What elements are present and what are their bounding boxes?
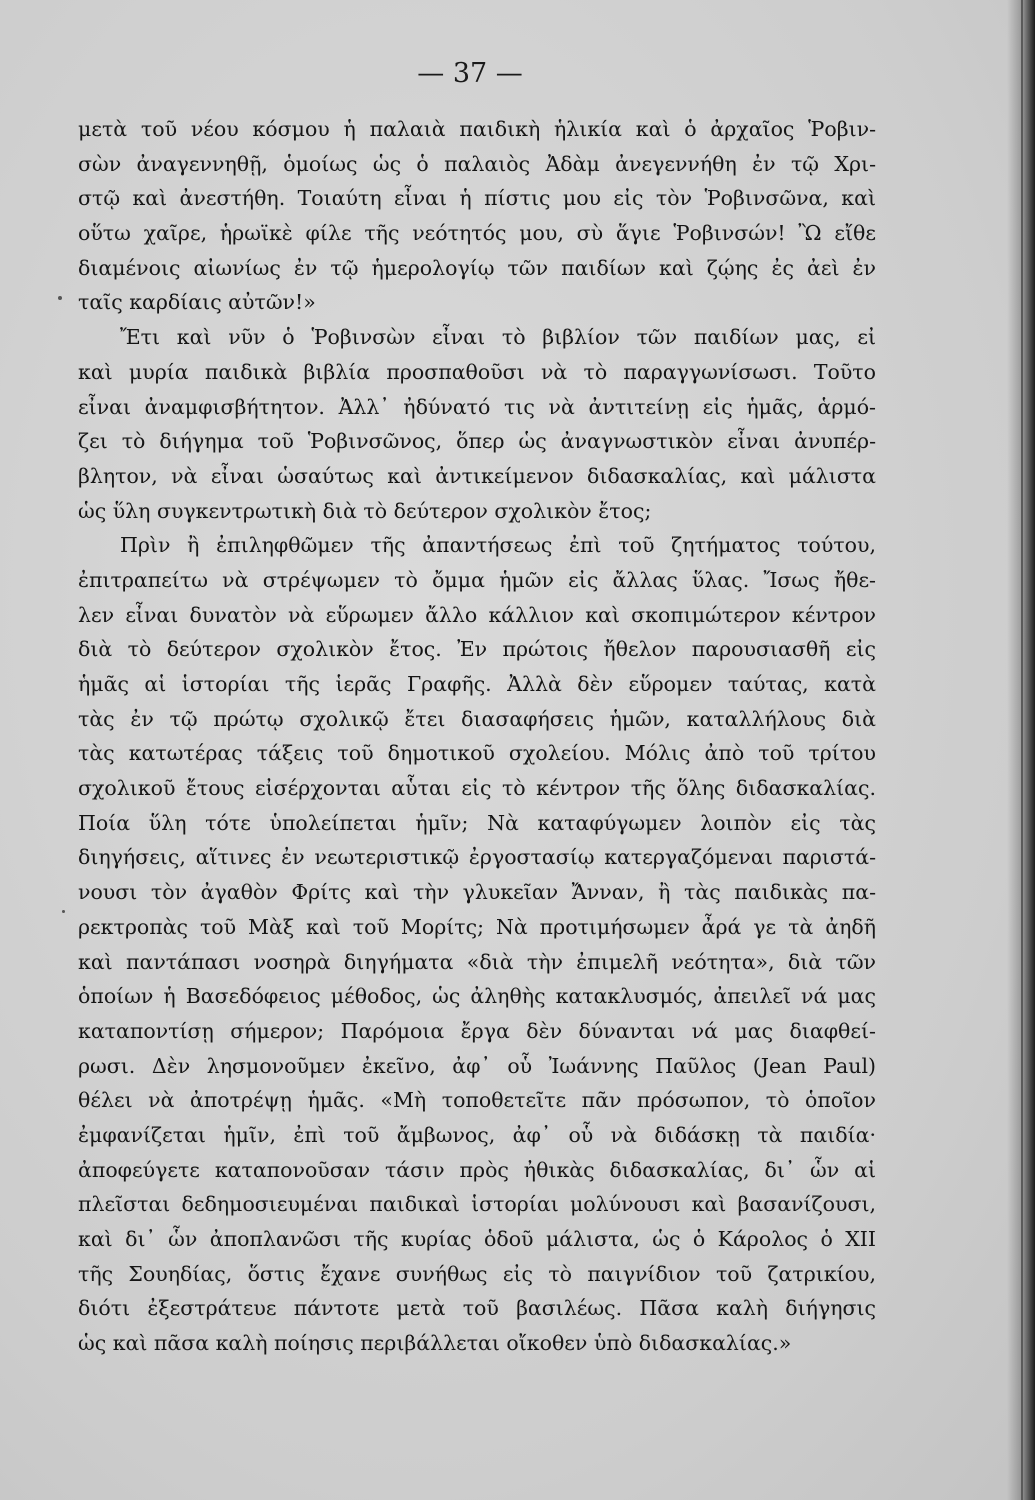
text-line	[78, 667, 876, 702]
text-line	[78, 806, 876, 841]
text-line	[78, 1222, 876, 1257]
text-line-content: καὶ παντάπασι νοσηρὰ διηγήματα «διὰ τὴν ἐπιμελῆ νεότητα», διὰ τῶν	[78, 949, 876, 974]
text-line	[78, 251, 876, 286]
text-line-content: τῆς Σουηδίας, ὅστις ἔχανε συνήθως εἰς τὸ παιγνίδιον τοῦ ζατρικίου,	[78, 1261, 876, 1286]
text-line	[78, 771, 876, 806]
text-line	[78, 285, 876, 320]
text-line	[78, 181, 876, 216]
text-line-content: διὰ τὸ δεύτερον σχολικὸν ἔτος. Ἐν πρώτοις ἤθελον παρουσιασθῆ εἰς	[78, 637, 876, 662]
text-line	[78, 216, 876, 251]
text-line-content: Ποία ὕλη τότε ὑπολείπεται ἡμῖν; Νὰ καταφύγωμεν λοιπὸν εἰς τὰς	[78, 810, 876, 835]
text-line	[78, 1153, 876, 1188]
text-line	[78, 1049, 876, 1084]
text-line	[78, 702, 876, 737]
text-line	[78, 840, 876, 875]
text-line-content: στῷ καὶ ἀνεστήθη. Τοιαύτη εἶναι ἡ πίστις μου εἰς τὸν Ῥοβινσῶνα, καὶ	[78, 186, 876, 211]
text-line	[78, 632, 876, 667]
text-line-content: λεν εἶναι δυνατὸν νὰ εὕρωμεν ἄλλο κάλλιον καὶ σκοπιμώτερον κέντρον	[78, 602, 876, 627]
body-text	[78, 112, 876, 1361]
paper-speck	[58, 296, 62, 300]
text-line	[78, 355, 876, 390]
text-line	[78, 979, 876, 1014]
text-line-content: σχολικοῦ ἔτους εἰσέρχονται αὗται εἰς τὸ κέντρον τῆς ὅλης διδασκαλίας.	[78, 776, 876, 801]
text-line-content: εἶναι ἀναμφισβήτητον. Ἀλλ᾽ ἠδύνατό τις νὰ ἀντιτείνῃ εἰς ἡμᾶς, ἁρμό-	[78, 394, 876, 419]
text-line-content: καὶ δι᾽ ὧν ἀποπλανῶσι τῆς κυρίας ὁδοῦ μάλιστα, ὡς ὁ Κάρολος ὁ XII	[78, 1227, 876, 1251]
text-line	[78, 910, 876, 945]
text-line	[78, 1118, 876, 1153]
text-line	[78, 112, 876, 147]
text-line-content: καὶ μυρία παιδικὰ βιβλία προσπαθοῦσι νὰ τὸ παραγγωνίσωσι. Τοῦτο	[78, 359, 876, 384]
text-line	[78, 1326, 876, 1361]
text-line	[78, 598, 876, 633]
text-line	[78, 1014, 876, 1049]
text-line-content: διαμένοις αἰωνίως ἐν τῷ ἡμερολογίῳ τῶν παιδίων καὶ ζῴης ἐς ἀεὶ ἐν	[78, 255, 876, 280]
text-line-content: μετὰ τοῦ νέου κόσμου ἡ παλαιὰ παιδικὴ ἡλικία καὶ ὁ ἀρχαῖος Ῥοβιν-	[78, 117, 876, 141]
text-line	[78, 459, 876, 494]
text-line-content: Ἔτι καὶ νῦν ὁ Ῥοβινσὼν εἶναι τὸ βιβλίον τῶν παιδίων μας, εἰ	[120, 325, 876, 350]
text-line-content: ἡμᾶς αἱ ἱστορίαι τῆς ἱερᾶς Γραφῆς. Ἀλλὰ δὲν εὕρομεν ταύτας, κατὰ	[78, 672, 876, 696]
text-line	[78, 424, 876, 459]
text-line-content: ὡς καὶ πᾶσα καλὴ ποίησις περιβάλλεται οἴκοθεν ὑπὸ διδασκαλίας.»	[78, 1331, 792, 1356]
text-line-content: βλητον, νὰ εἶναι ὡσαύτως καὶ ἀντικείμενον διδασκαλίας, καὶ μάλιστα	[78, 463, 876, 488]
text-line	[78, 494, 876, 529]
page-number: — 37 —	[417, 58, 523, 89]
text-line	[78, 875, 876, 910]
text-line	[78, 1257, 876, 1292]
text-line-content: τὰς ἐν τῷ πρώτῳ σχολικῷ ἔτει διασαφήσεις ἡμῶν, καταλλήλους διὰ	[78, 706, 876, 731]
text-line-content: ἐπιτραπείτω νὰ στρέψωμεν τὸ ὄμμα ἡμῶν εἰς ἄλλας ὕλας. Ἴσως ἤθε-	[78, 567, 876, 592]
text-line	[78, 528, 876, 563]
text-line-content: θέλει νὰ ἀποτρέψῃ ἡμᾶς. «Μὴ τοποθετεῖτε πᾶν πρόσωπον, τὸ ὁποῖον	[78, 1088, 876, 1113]
text-line-content: ἐμφανίζεται ἡμῖν, ἐπὶ τοῦ ἄμβωνος, ἀφ᾽ οὗ νὰ διδάσκῃ τὰ παιδία·	[78, 1122, 876, 1147]
text-line	[78, 1187, 876, 1222]
text-line	[78, 1291, 876, 1326]
text-line-content: σὼν ἀναγεννηθῇ, ὁμοίως ὡς ὁ παλαιὸς Ἀδὰμ ἀνεγεννήθη ἐν τῷ Χρι-	[78, 151, 876, 176]
text-line-content: διότι ἐξεστράτευε πάντοτε μετὰ τοῦ βασιλέως. Πᾶσα καλὴ διήγησις	[78, 1296, 876, 1321]
text-line	[78, 563, 876, 598]
text-line	[78, 147, 876, 182]
text-line-content: ὁποίων ἡ Βασεδόφειος μέθοδος, ὡς ἀληθὴς κατακλυσμός, ἀπειλεῖ νά μας	[78, 984, 876, 1009]
text-line	[78, 945, 876, 980]
text-line-content: οὕτω χαῖρε, ἡρωϊκὲ φίλε τῆς νεότητός μου, σὺ ἅγιε Ῥοβινσών! Ὢ εἴθε	[78, 221, 876, 246]
text-line-content: ταῖς καρδίαις αὐτῶν!»	[78, 290, 316, 315]
text-line-content: τὰς κατωτέρας τάξεις τοῦ δημοτικοῦ σχολείου. Μόλις ἀπὸ τοῦ τρίτου	[78, 741, 876, 766]
text-line-content: διηγήσεις, αἵτινες ἐν νεωτεριστικῷ ἐργοστασίῳ κατεργαζόμεναι παριστά-	[78, 845, 876, 870]
paper-speck	[62, 910, 65, 913]
text-line-content: ζει τὸ διήγημα τοῦ Ῥοβινσῶνος, ὅπερ ὡς ἀναγνωστικὸν εἶναι ἀνυπέρ-	[78, 429, 876, 454]
text-line	[78, 320, 876, 355]
text-line	[78, 390, 876, 425]
page-edge-line	[1021, 0, 1023, 1500]
text-line	[78, 736, 876, 771]
text-line-content: νουσι τὸν ἀγαθὸν Φρίτς καὶ τὴν γλυκεῖαν Ἄνναν, ἢ τὰς παιδικὰς πα-	[78, 880, 876, 905]
text-line	[78, 1083, 876, 1118]
text-line-content: ρεκτροπὰς τοῦ Μὰξ καὶ τοῦ Μορίτς; Νὰ προτιμήσωμεν ἆρά γε τὰ ἀηδῆ	[78, 914, 876, 939]
text-line-content: πλεῖσται δεδημοσιευμέναι παιδικαὶ ἱστορίαι μολύνουσι καὶ βασανίζουσι,	[78, 1192, 876, 1217]
text-line-content: ἀποφεύγετε καταπονοῦσαν τάσιν πρὸς ἠθικὰς διδασκαλίας, δι᾽ ὧν αἱ	[78, 1157, 876, 1182]
text-line-content: ρωσι. Δὲν λησμονοῦμεν ἐκεῖνο, ἀφ᾽ οὗ Ἰωάννης Παῦλος (Jean Paul)	[78, 1053, 876, 1078]
text-line-content: Πρὶν ἢ ἐπιληφθῶμεν τῆς ἀπαντήσεως ἐπὶ τοῦ ζητήματος τούτου,	[120, 533, 876, 558]
text-line-content: καταποντίσῃ σήμερον; Παρόμοια ἔργα δὲν δύνανται νά μας διαφθεί-	[78, 1018, 876, 1043]
text-line-content: ὡς ὕλη συγκεντρωτικὴ διὰ τὸ δεύτερον σχολικὸν ἔτος;	[78, 498, 652, 523]
